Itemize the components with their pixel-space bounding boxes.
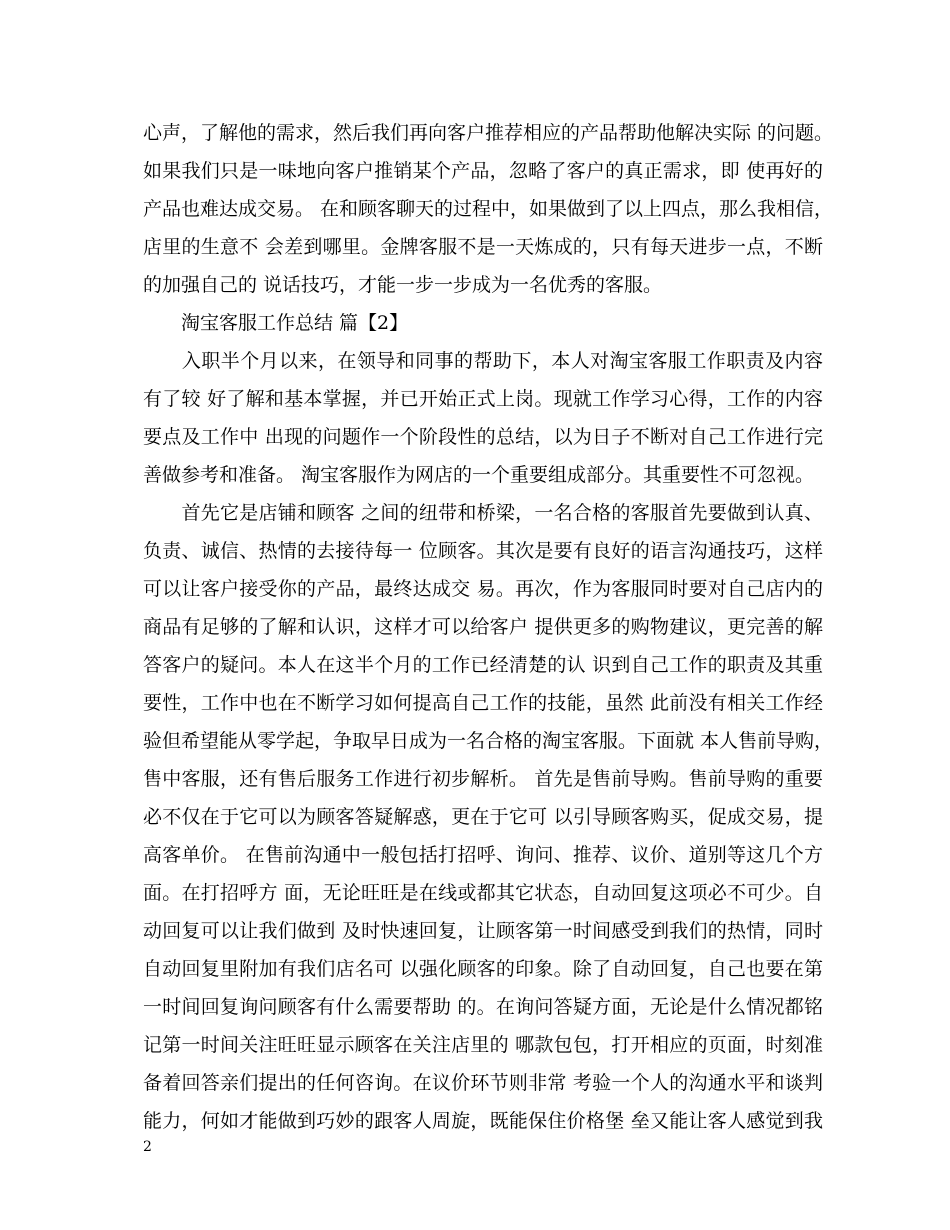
text-line: 要性，工作中也在不断学习如何提高自己工作的技能，虽然 此前没有相关工作经 xyxy=(143,692,823,714)
text-line: 必不仅在于它可以为顾客答疑解惑，更在于它可 以引导顾客购买，促成交易，提 xyxy=(143,806,823,828)
text-line: 记第一时间关注旺旺显示顾客在关注店里的 哪款包包，打开相应的页面，时刻准 xyxy=(143,1034,823,1056)
text-line: 自动回复里附加有我们店名可 以强化顾客的印象。除了自动回复，自己也要在第 xyxy=(143,958,823,980)
text-line: 一时间回复询问顾客有什么需要帮助 的。在询问答疑方面，无论是什么情况都铭 xyxy=(143,996,823,1018)
text-line: 高客单价。 在售前沟通中一般包括打招呼、询问、推荐、议价、道别等这几个方 xyxy=(143,844,823,866)
text-line: 入职半个月以来，在领导和同事的帮助下，本人对淘宝客服工作职责及内容 xyxy=(143,350,823,372)
text-line: 善做参考和准备。 淘宝客服作为网店的一个重要组成部分。其重要性不可忽视。 xyxy=(143,464,815,486)
section-heading: 淘宝客服工作总结 篇【2】 xyxy=(143,312,409,334)
text-line: 答客户的疑问。本人在这半个月的工作已经清楚的认 识到自己工作的职责及其重 xyxy=(143,654,823,676)
text-line: 的加强自己的 说话技巧，才能一步一步成为一名优秀的客服。 xyxy=(143,274,663,296)
text-line: 面。在打招呼方 面，无论旺旺是在线或都其它状态，自动回复这项必不可少。自 xyxy=(143,882,823,904)
text-line: 产品也难达成交易。 在和顾客聊天的过程中，如果做到了以上四点，那么我相信， xyxy=(143,198,834,220)
text-line: 心声，了解他的需求，然后我们再向客户推荐相应的产品帮助他解决实际 的问题。 xyxy=(143,122,834,144)
document-body xyxy=(143,114,834,1140)
text-line: 负责、诚信、热情的去接待每一 位顾客。其次是要有良好的语言沟通技巧，这样 xyxy=(143,540,823,562)
text-line: 备着回答亲们提出的任何咨询。在议价环节则非常 考验一个人的沟通水平和谈判 xyxy=(143,1072,823,1094)
text-line: 店里的生意不 会差到哪里。金牌客服不是一天炼成的，只有每天进步一点，不断 xyxy=(143,236,823,258)
text-line: 可以让客户接受你的产品，最终达成交 易。再次，作为客服同时要对自己店内的 xyxy=(143,578,823,600)
text-line: 如果我们只是一味地向客户推销某个产品，忽略了客户的真正需求，即 使再好的 xyxy=(143,160,823,182)
text-line: 商品有足够的了解和认识，这样才可以给客户 提供更多的购物建议，更完善的解 xyxy=(143,616,823,638)
text-line: 验但希望能从零学起，争取早日成为一名合格的淘宝客服。下面就 本人售前导购， xyxy=(143,730,834,752)
text-line: 首先它是店铺和顾客 之间的纽带和桥梁，一名合格的客服首先要做到认真、 xyxy=(143,502,823,524)
text-line: 要点及工作中 出现的问题作一个阶段性的总结，以为日子不断对自己工作进行完 xyxy=(143,426,823,448)
text-line: 能力，何如才能做到巧妙的跟客人周旋，既能保住价格堡 垒又能让客人感觉到我 xyxy=(143,1110,823,1132)
text-line: 有了较 好了解和基本掌握，并已开始正式上岗。现就工作学习心得，工作的内容 xyxy=(143,388,823,410)
page-number: 2 xyxy=(143,1139,152,1155)
text-line: 动回复可以让我们做到 及时快速回复，让顾客第一时间感受到我们的热情，同时 xyxy=(143,920,823,942)
text-line: 售中客服，还有售后服务工作进行初步解析。 首先是售前导购。售前导购的重要 xyxy=(143,768,823,790)
